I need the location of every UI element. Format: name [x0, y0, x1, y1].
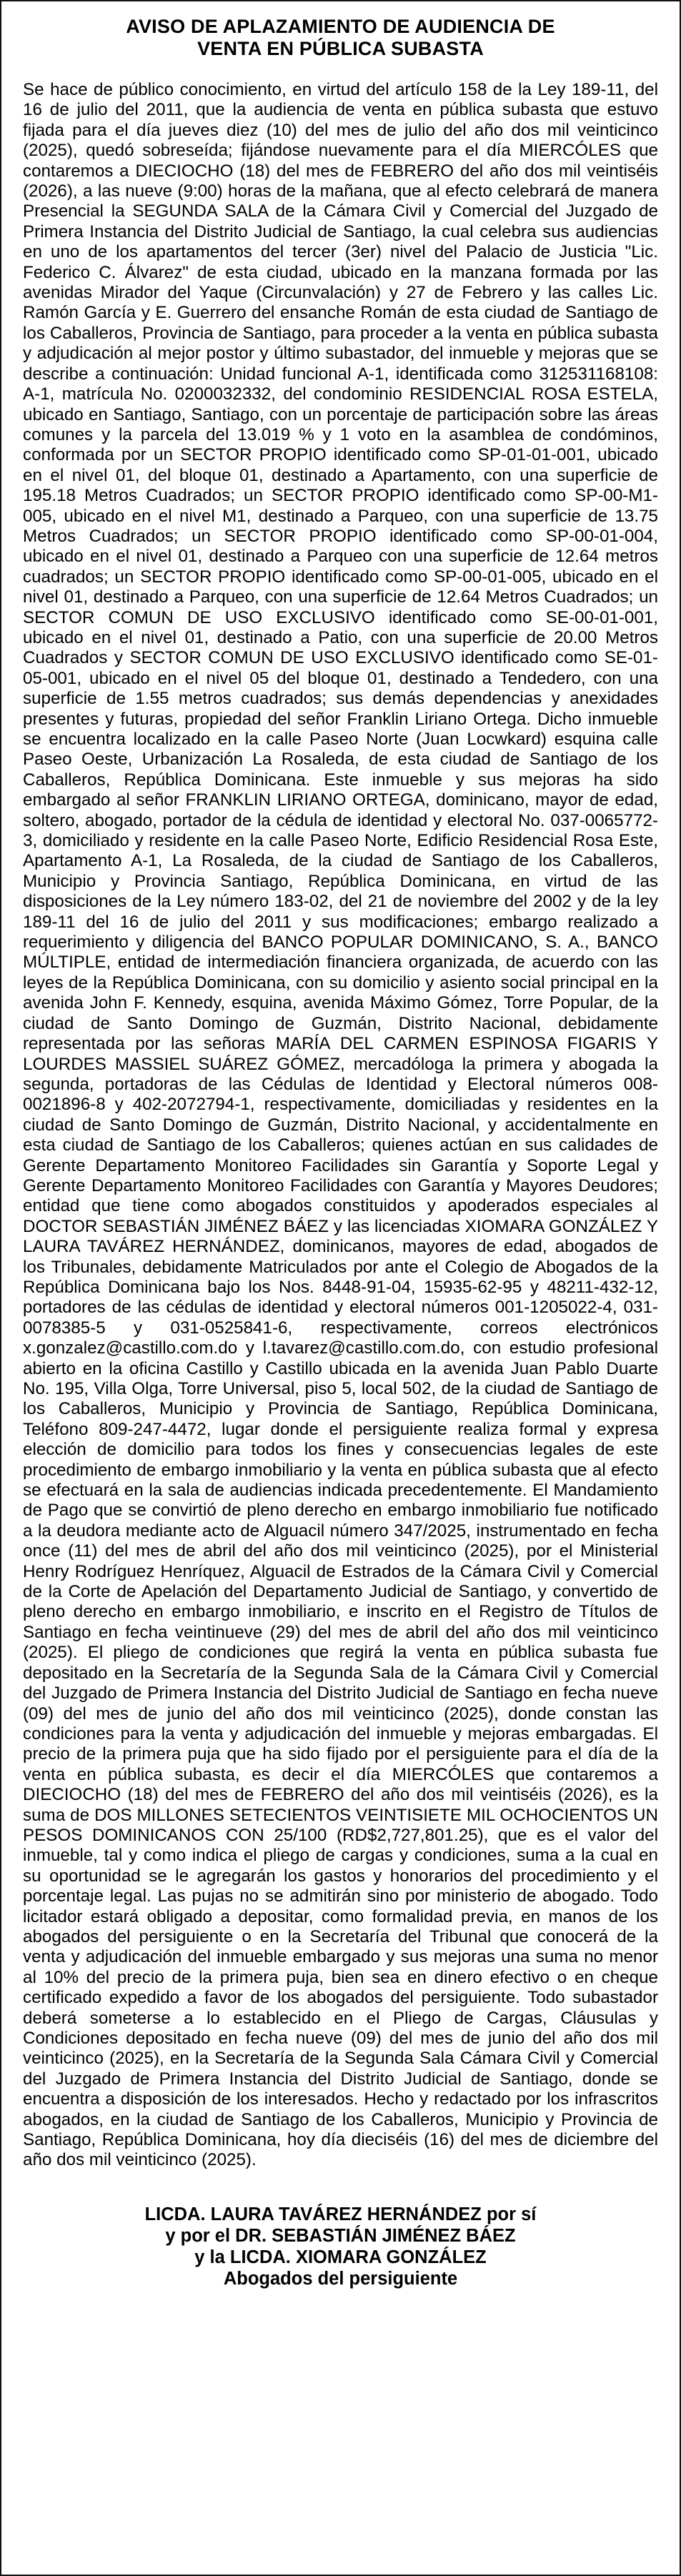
signature-line-4: Abogados del persiguiente	[223, 2268, 458, 2289]
signature-line-2: y por el DR. SEBASTIÁN JIMÉNEZ BÁEZ	[165, 2225, 516, 2246]
notice-body: Se hace de público conocimiento, en virtud del artículo 158 de la Ley 189-11, del 16 de julio del 2011, que la audiencia de venta en pública subasta que estuvo fijada para el día jueves diez (10) del mes de julio del año dos mil veinticinco (2025), quedó sobreseída; fijándose nuevamente para el día MIERCÓLES que contaremos a DIECIOCHO (18) del mes de FEBRERO del año dos mil veintiséis (2026), a las nueve (9:00) horas de la mañana, que al efecto celebrará de manera Presencial la SEGUNDA SALA de la Cámara Civil y Comercial del Juzgado de Primera Instancia del Distrito Judicial de Santiago, la cual celebra sus audiencias en uno de los apartamentos del tercer (3er) nivel del Palacio de Justicia "Lic. Federico C. Álvarez" de esta ciudad, ubicado en la manzana formada por las avenidas Mirador del Yaque (Circunvalación) y 27 de Febrero y las calles Lic. Ramón García y E. Guerrero del ensanche Román de esta ciudad de Santiago de los Caballeros, Provincia de Santiago, para proceder a la venta en pública subasta y adjudicación al mejor postor y último subastador, del inmueble y mejoras que se describe a continuación: Unidad funcional A-1, identificada como 312531168108: A-1, matrícula No. 0200032332, del condominio RESIDENCIAL ROSA ESTELA, ubicado en Santiago, Santiago, con un porcentaje de participación sobre las áreas comunes y la parcela del 13.019 % y 1 voto en la asamblea de condóminos, conformada por un SECTOR PROPIO identificado como SP-01-01-001, ubicado en el nivel 01, del bloque 01, destinado a Apartamento, con una superficie de 195.18 Metros Cuadrados; un SECTOR PROPIO identificado como SP-00-M1-005, ubicado en el nivel M1, destinado a Parqueo, con una superficie de 13.75 Metros Cuadrados; un SECTOR PROPIO identificado como SP-00-01-004, ubicado en el nivel 01, destinado a Parqueo con una superficie de 12.64 metros cuadrados; un SECTOR PROPIO identificado como SP-00-01-005, ubicado en el nivel 01, destinado a Parqueo, con una superficie de 12.64 Metros Cuadrados; un SECTOR COMUN DE USO EXCLUSIVO identificado como SE-00-01-001, ubicado en el nivel 01, destinado a Patio, con una superficie de 20.00 Metros Cuadrados y SECTOR COMUN DE USO EXCLUSIVO identificado como SE-01-05-001, ubicado en el nivel 05 del bloque 01, destinado a Tendedero, con una superficie de 1.55 metros cuadrados; sus demás dependencias y anexidades presentes y futuras, propiedad del señor Franklin Liriano Ortega. Dicho inmueble se encuentra localizado en la calle Paseo Norte (Juan Locwkard) esquina calle Paseo Oeste, Urbanización La Rosaleda, de esta ciudad de Santiago de los Caballeros, República Dominicana. Este inmueble y sus mejoras ha sido embargado al señor FRANKLIN LIRIANO ORTEGA, dominicano, mayor de edad, soltero, abogado, portador de la cédula de identidad y electoral No. 037-0065772-3, domiciliado y residente en la calle Paseo Norte, Edificio Residencial Rosa Este, Apartamento A-1, La Rosaleda, de la ciudad de Santiago de los Caballeros, Municipio y Provincia Santiago, República Dominicana, en virtud de las disposiciones de la Ley número 183-02, del 21 de noviembre del 2002 y de la ley 189-11 del 16 de julio del 2011 y sus modificaciones; embargo realizado a requerimiento y diligencia del BANCO POPULAR DOMINICANO, S. A., BANCO MÚLTIPLE, entidad de intermediación financiera organizada, de acuerdo con las leyes de la República Dominicana, con su domicilio y asiento social principal en la avenida John F. Kennedy, esquina, avenida Máximo Gómez, Torre Popular, de la ciudad de Santo Domingo de Guzmán, Distrito Nacional, debidamente representada por las señoras MARÍA DEL CARMEN ESPINOSA FIGARIS Y LOURDES MASSIEL SUÁREZ GÓMEZ, mercadóloga la primera y abogada la segunda, portadoras de las Cédulas de Identidad y Electoral números 008-0021896-8 y 402-2072794-1, respectivamente, domiciliadas y residentes en la ciudad de Santo Domingo de Guzmán, Distrito Nacional, y accidentalmente en esta ciudad de Santiago de los Caballeros; quienes actúan en sus calidades de Gerente Departamento Monitoreo Facilidades sin Garantía y Soporte Legal y Gerente Departamento Monitoreo Facilidades con Garantía y Mayores Deudores; entidad que tiene como abogados constituidos y apoderados especiales al DOCTOR SEBASTIÁN JIMÉNEZ BÁEZ y las licenciadas XIOMARA GONZÁLEZ Y LAURA TAVÁREZ HERNÁNDEZ, dominicanos, mayores de edad, abogados de los Tribunales, debidamente Matriculados por ante el Colegio de Abogados de la República Dominicana bajo los Nos. 8448-91-04, 15935-62-95 y 48211-432-12, portadores de las cédulas de identidad y electoral números 001-1205022-4, 031-0078385-5 y 031-0525841-6, respectivamente, correos electrónicos x.gonzalez@castillo.com.do y l.tavarez@castillo.com.do, con estudio profesional abierto en la oficina Castillo y Castillo ubicada en la avenida Juan Pablo Duarte No. 195, Villa Olga, Torre Universal, piso 5, local 502, de la ciudad de Santiago de los Caballeros, Municipio y Provincia de Santiago, República Dominicana, Teléfono 809-247-4472, lugar donde el persiguiente realiza formal y expresa elección de domicilio para todos los fines y consecuencias legales de este procedimiento de embargo inmobiliario y la venta en pública subasta que al efecto se efectuará en la sala de audiencias indicada precedentemente. El Mandamiento de Pago que se convirtió de pleno derecho en embargo inmobiliario fue notificado a la deudora mediante acto de Alguacil número 347/2025, instrumentado en fecha once (11) del mes de abril del año dos mil veinticinco (2025), por el Ministerial Henry Rodríguez Henríquez, Alguacil de Estrados de la Cámara Civil y Comercial de la Corte de Apelación del Departamento Judicial de Santiago, y convertido de pleno derecho en embargo inmobiliario, e inscrito en el Registro de Títulos de Santiago en fecha veintinueve (29) del mes de abril del año dos mil veinticinco (2025). El pliego de condiciones que regirá la venta en pública subasta fue depositado en la Secretaría de la Segunda Sala de la Cámara Civil y Comercial del Juzgado de Primera Instancia del Distrito Judicial de Santiago en fecha nueve (09) del mes de junio del año dos mil veinticinco (2025), donde constan las condiciones para la venta y adjudicación del inmueble y mejoras embargadas. El precio de la primera puja que ha sido fijado por el persiguiente para el día de la venta en pública subasta, es decir el día MIERCÓLES que contaremos a DIECIOCHO (18) del mes de FEBRERO del año dos mil veintiséis (2026), es la suma de DOS MILLONES SETECIENTOS VEINTISIETE MIL OCHOCIENTOS UN PESOS DOMINICANOS CON 25/100 (RD$2,727,801.25), que es el valor del inmueble, tal y como indica el pliego de cargas y condiciones, suma a la cual en su oportunidad se le agregarán los gastos y honorarios del procedimiento y el porcentaje legal. Las pujas no se admitirán sino por ministerio de abogado. Todo licitador estará obligado a depositar, como formalidad previa, en manos de los abogados del persiguiente o en la Secretaría del Tribunal que conocerá de la venta y adjudicación del inmueble embargado y sus mejoras una suma no menor al 10% del precio de la primera puja, bien sea en dinero efectivo o en cheque certificado expedido a favor de los abogados del persiguiente. Todo subastador deberá someterse a lo establecido en el Pliego de Cargas, Cláusulas y Condiciones depositado en fecha nueve (09) del mes de junio del año dos mil veinticinco (2025), en la Secretaría de la Segunda Sala Cámara Civil y Comercial del Juzgado de Primera Instancia del Distrito Judicial de Santiago, donde se encuentra a disposición de los interesados. Hecho y redactado por los infrascritos abogados, en la ciudad de Santiago de los Caballeros, Municipio y Provincia de Santiago, República Dominicana, hoy día dieciséis (16) del mes de diciembre del año dos mil veinticinco (2025).	[23, 80, 658, 2170]
notice-title	[23, 16, 658, 60]
signature-block	[23, 2204, 658, 2289]
signature-line-1: LICDA. LAURA TAVÁREZ HERNÁNDEZ por sí	[144, 2204, 537, 2224]
notice-title-line-1: AVISO DE APLAZAMIENTO DE AUDIENCIA DE	[126, 16, 555, 37]
notice-title-line-2: VENTA EN PÚBLICA SUBASTA	[197, 38, 484, 59]
signature-line-3: y la LICDA. XIOMARA GONZÁLEZ	[194, 2247, 487, 2267]
